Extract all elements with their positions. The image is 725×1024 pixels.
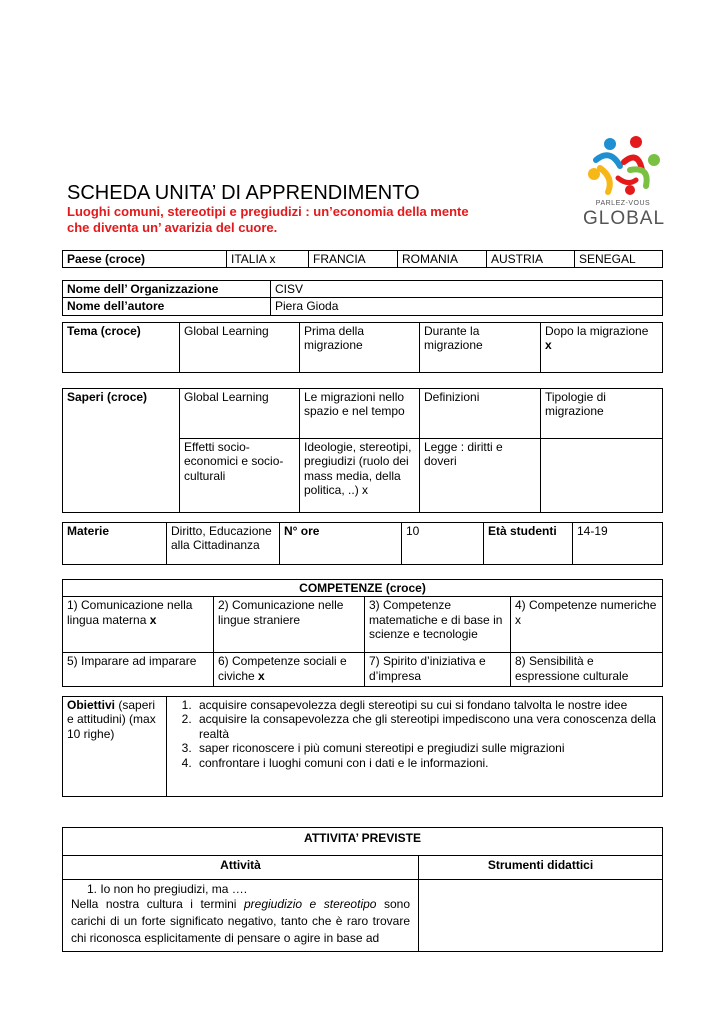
paese-option: FRANCIA xyxy=(309,251,398,268)
obiettivo-item: 3. saper riconoscere i più comuni stereotipi e pregiudizi sulle migrazioni xyxy=(195,741,658,755)
paese-label: Paese (croce) xyxy=(63,251,227,268)
eta-value: 14-19 xyxy=(573,523,663,565)
saperi-table xyxy=(62,388,663,513)
obiettivi-label: Obiettivi (saperi e attitudini) (max 10 righe) xyxy=(63,697,167,797)
obiettivo-item: 4. confrontare i luoghi comuni con i dati e le informazioni. xyxy=(195,756,658,770)
attivita-col-header: Attività xyxy=(63,856,419,880)
attivita-table xyxy=(62,827,663,952)
saperi-label: Saperi (croce) xyxy=(63,389,180,513)
saperi-option-selected: Ideologie, stereotipi, pregiudizi (ruolo dei mass media, della politica, ..) x xyxy=(300,439,420,513)
strumenti-cell xyxy=(419,880,663,952)
saperi-option: Tipologie di migrazione xyxy=(541,389,663,439)
organization-label: Nome dell’ Organizzazione xyxy=(63,281,271,298)
saperi-option: Definizioni xyxy=(420,389,541,439)
document-subtitle: Luoghi comuni, stereotipi e pregiudizi : un’economia della mente che diventa un’ avarizia del cuore. xyxy=(67,204,469,235)
competenza-mark: x xyxy=(258,668,265,683)
tema-label: Tema (croce) xyxy=(63,323,180,373)
ore-value: 10 xyxy=(402,523,484,565)
saperi-option: Effetti socio-economici e socio-culturali xyxy=(180,439,300,513)
author-label: Nome dell’autore xyxy=(63,298,271,315)
attivita-item-title: 1. Io non ho pregiudizi, ma …. xyxy=(87,882,248,896)
competenza-item: 3) Competenze matematiche e di base in scienze e tecnologie xyxy=(365,597,511,653)
tema-mark: x xyxy=(545,338,552,353)
tema-option: Durante la migrazione xyxy=(420,323,541,373)
author-value: Piera Gioda xyxy=(271,298,663,315)
strumenti-col-header: Strumenti didattici xyxy=(419,856,663,880)
paese-option: AUSTRIA xyxy=(487,251,575,268)
competenze-header: COMPETENZE (croce) xyxy=(63,580,663,597)
saperi-option: Legge : diritti e doveri xyxy=(420,439,541,513)
tema-table xyxy=(62,322,663,373)
competenza-item: 5) Imparare ad imparare xyxy=(63,653,214,687)
tema-option: Global Learning xyxy=(180,323,300,373)
competenza-item: 8) Sensibilità e espressione culturale xyxy=(511,653,663,687)
materie-label: Materie xyxy=(63,523,167,565)
saperi-option: Global Learning xyxy=(180,389,300,439)
materie-table xyxy=(62,522,663,565)
paese-table xyxy=(62,250,663,268)
obiettivo-item: 2. acquisire la consapevolezza che gli stereotipi impediscono una vera conoscenza della realtà xyxy=(195,712,658,741)
organizzazione-table xyxy=(62,280,663,316)
materie-value: Diritto, Educazione alla Cittadinanza xyxy=(167,523,280,565)
competenze-table xyxy=(62,579,663,687)
ore-label: N° ore xyxy=(280,523,402,565)
obiettivi-table xyxy=(62,696,663,797)
competenza-item: 4) Competenze numeriche x xyxy=(511,597,663,653)
attivita-cell xyxy=(63,880,419,952)
tema-option-selected: Dopo la migrazione x xyxy=(541,323,663,373)
organization-value: CISV xyxy=(271,281,663,298)
competenza-mark: x xyxy=(149,612,157,627)
logo-name: GLOBAL xyxy=(583,208,666,229)
logo-tagline: PARLEZ-VOUS xyxy=(595,200,651,207)
paese-option: ROMANIA xyxy=(398,251,487,268)
paese-option: ITALIA x xyxy=(227,251,309,268)
competenza-item: 6) Competenze sociali e civiche x xyxy=(214,653,365,687)
attivita-header: ATTIVITA’ PREVISTE xyxy=(63,828,663,856)
attivita-paragraph: Nella nostra cultura i termini pregiudizio e stereotipo sono carichi di un forte significato negativo, tanto che è raro trovare chi riconosca esplicitamente di pensare o agire in base ad xyxy=(71,897,410,946)
obiettivi-list-cell xyxy=(167,697,663,797)
paese-option: SENEGAL xyxy=(575,251,663,268)
document-title: SCHEDA UNITA’ DI APPRENDIMENTO xyxy=(67,182,420,204)
competenza-item: 7) Spirito d’iniziativa e d’impresa xyxy=(365,653,511,687)
saperi-option: Le migrazioni nello spazio e nel tempo xyxy=(300,389,420,439)
obiettivi-list xyxy=(171,698,658,770)
competenza-item: 1) Comunicazione nella lingua materna x xyxy=(63,597,214,653)
saperi-option xyxy=(541,439,663,513)
obiettivo-item: 1. acquisire consapevolezza degli stereotipi su cui si fondano talvolta le nostre idee xyxy=(195,698,658,712)
competenza-item: 2) Comunicazione nelle lingue straniere xyxy=(214,597,365,653)
eta-label: Età studenti xyxy=(484,523,573,565)
tema-option: Prima della migrazione xyxy=(300,323,420,373)
